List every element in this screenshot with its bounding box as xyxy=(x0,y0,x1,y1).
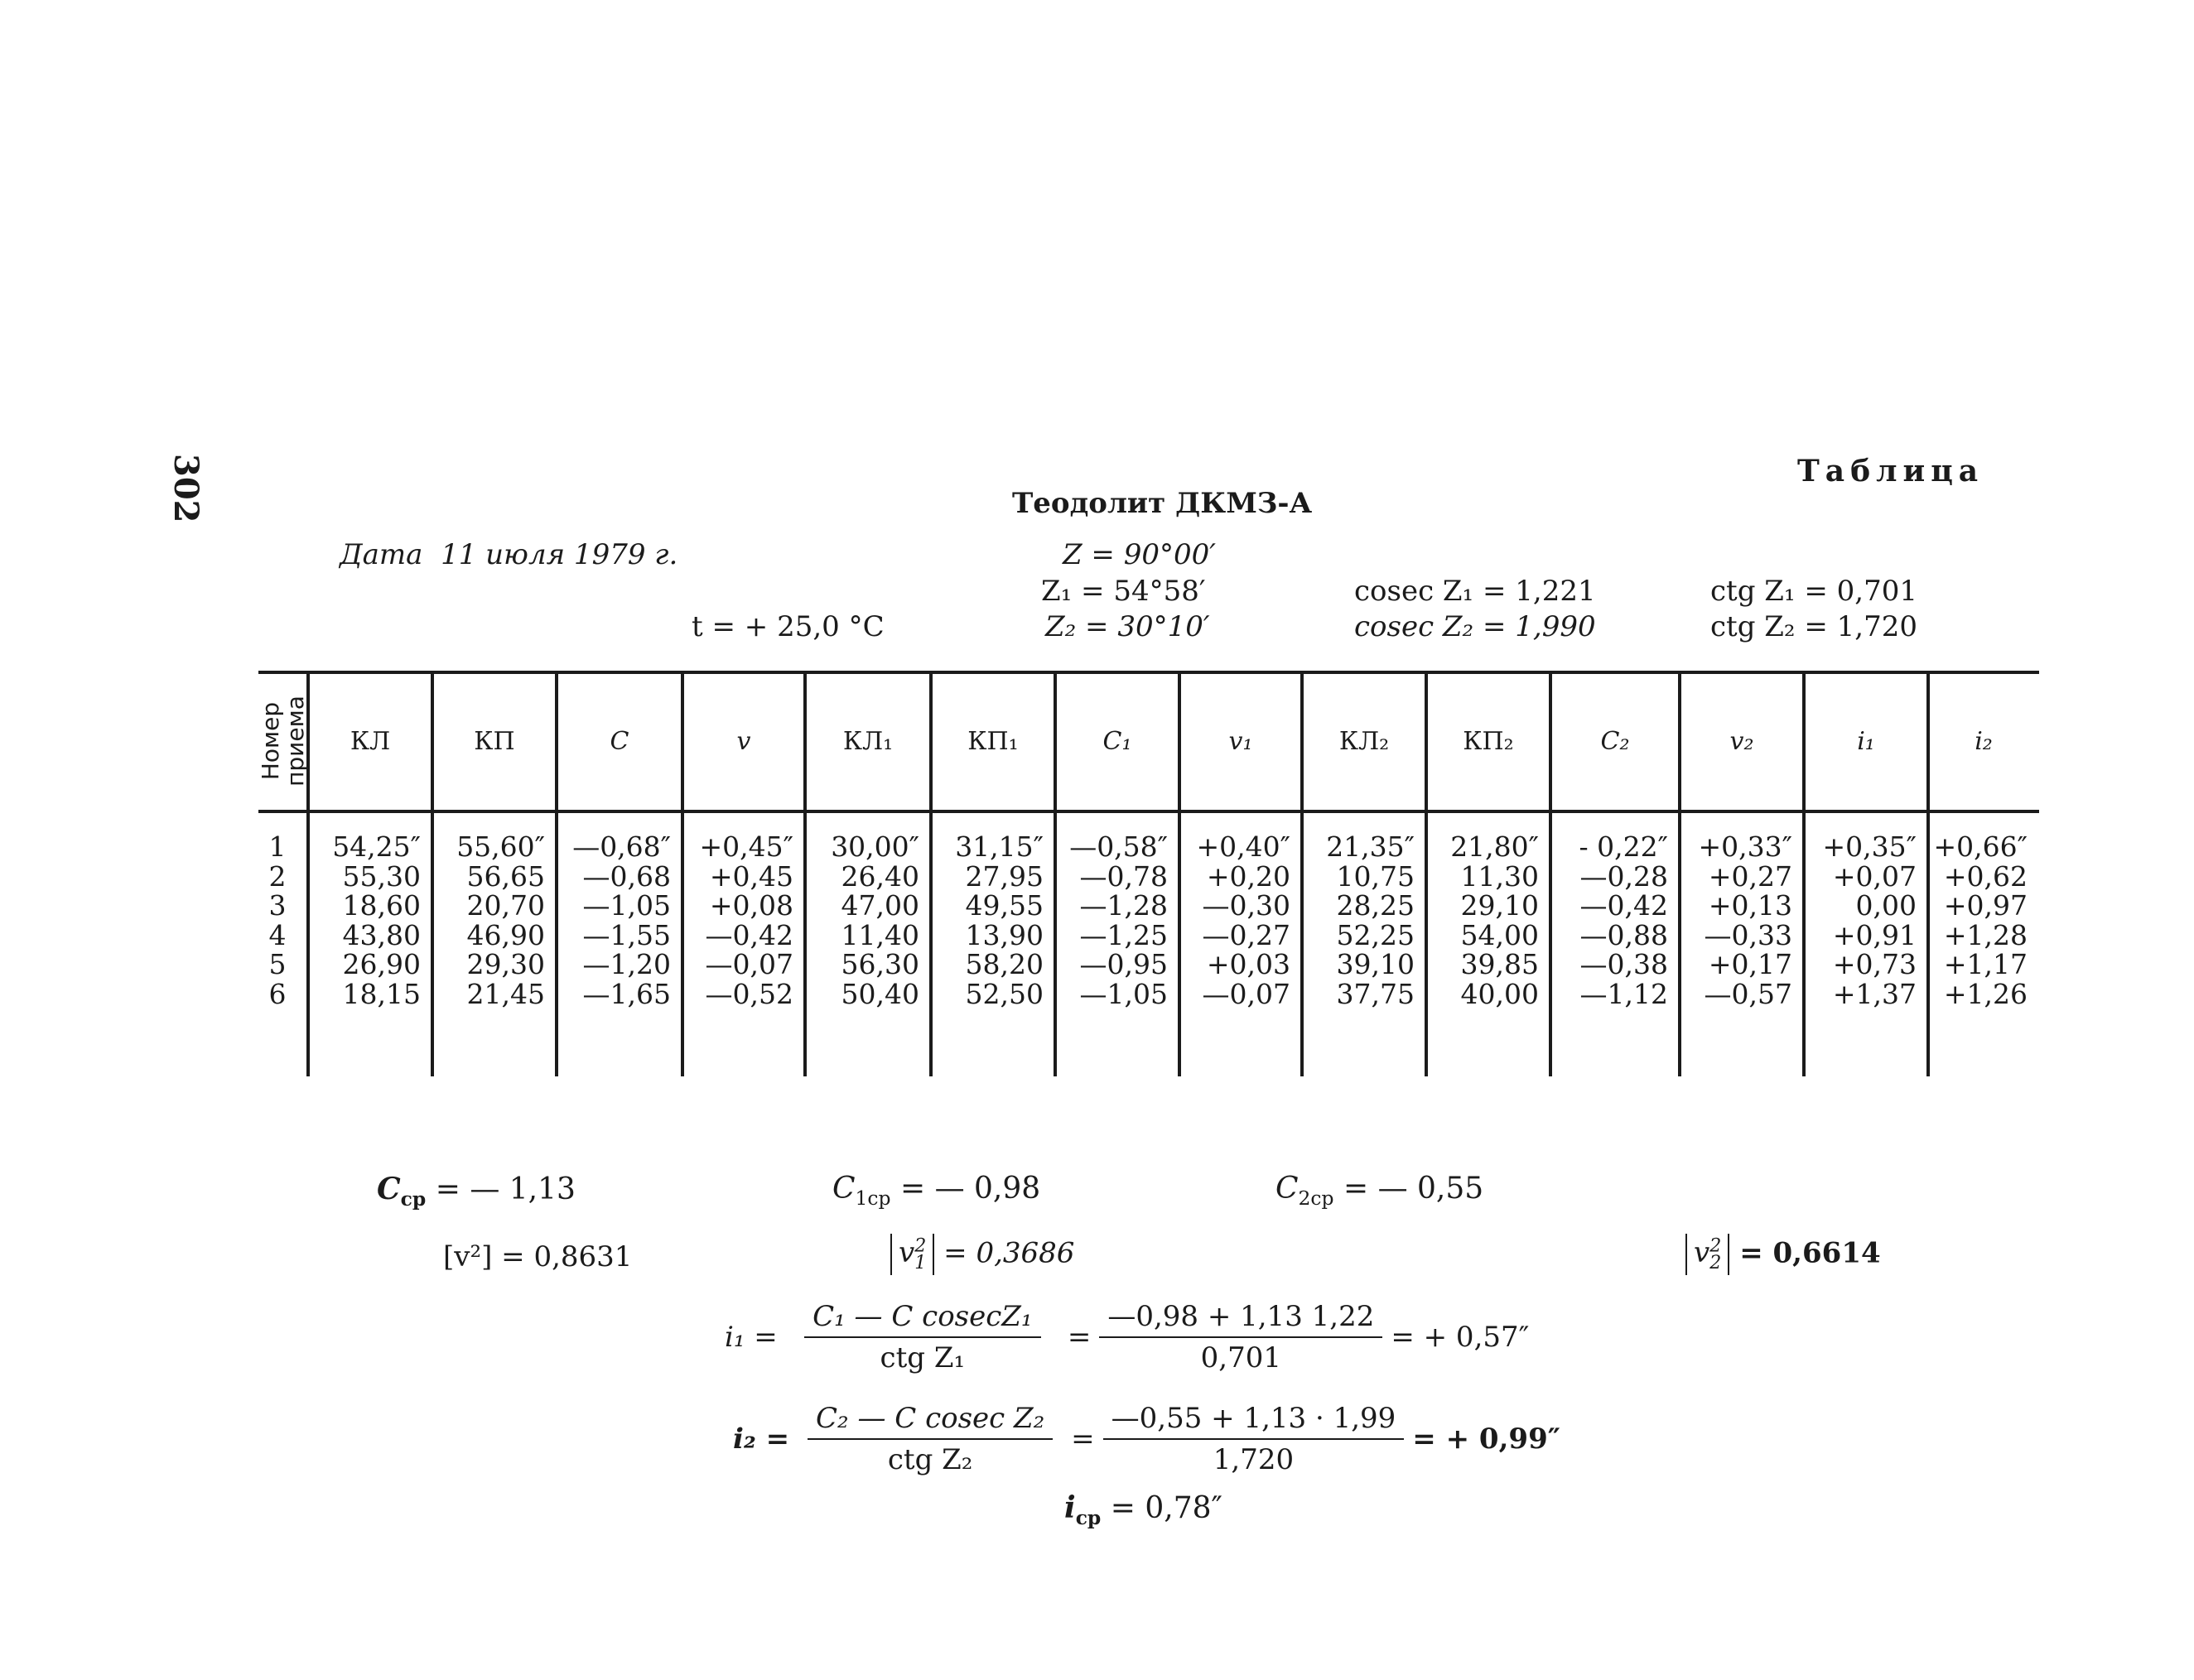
column-header-label: КП₁ xyxy=(967,726,1019,756)
i1-lhs: i₁ = xyxy=(725,1321,778,1354)
column-header-label: C xyxy=(610,726,629,756)
table-column xyxy=(1804,832,1917,1008)
table-cell: 11,40 xyxy=(841,918,919,951)
table-cell: 1 xyxy=(268,830,287,863)
table-cell: —0,58″ xyxy=(1069,830,1168,863)
table-column xyxy=(1179,832,1290,1008)
table-cell: 52,50 xyxy=(965,977,1044,1010)
v2-2-bracket xyxy=(1685,1234,1729,1275)
table-cell: +0,20 xyxy=(1206,859,1290,893)
table-cell: 54,00 xyxy=(1460,918,1539,951)
table-cell: +1,37 xyxy=(1832,977,1917,1010)
table-cell: +0,07 xyxy=(1832,859,1917,893)
i1-fraction xyxy=(786,1300,1059,1374)
table-cell: 2 xyxy=(268,859,287,893)
column-header-label: КП₂ xyxy=(1463,726,1514,756)
table-cell: 13,90 xyxy=(965,918,1044,951)
column-header xyxy=(1055,671,1179,811)
i1-numerator-values: —0,98 + 1,13 1,22 xyxy=(1099,1300,1382,1338)
table-cell: —1,05 xyxy=(1079,977,1168,1010)
table-cell: —0,30 xyxy=(1202,889,1290,922)
table-cell: +0,66″ xyxy=(1933,830,2028,863)
table-cell: 29,10 xyxy=(1460,889,1539,922)
column-header-label: v xyxy=(736,726,751,756)
v2-2-sum xyxy=(1685,1234,1881,1275)
table-cell: 11,30 xyxy=(1460,859,1539,893)
i1-numerator: C₁ — C cosecZ₁ xyxy=(804,1300,1040,1338)
date-value: 11 июля 1979 г. xyxy=(441,538,678,571)
table-cell: 6 xyxy=(268,977,287,1010)
header-word: приема xyxy=(282,696,310,787)
column-header xyxy=(1426,671,1550,811)
column-header xyxy=(1550,671,1680,811)
header-word: Номер xyxy=(257,701,285,781)
column-header xyxy=(432,671,557,811)
column-header xyxy=(1680,671,1804,811)
c1-sr xyxy=(832,1172,1040,1210)
table-cell: 26,90 xyxy=(342,948,421,980)
table-cell: +0,13 xyxy=(1708,889,1792,922)
table-cell: —0,78 xyxy=(1079,859,1168,893)
c-sr-value: = — 1,13 xyxy=(435,1172,576,1206)
i1-fraction-values xyxy=(1099,1300,1382,1374)
table-cell: —0,68″ xyxy=(572,830,671,863)
formula-i1 xyxy=(725,1300,1529,1374)
table-cell: 39,10 xyxy=(1336,948,1415,980)
table-cell: 21,45 xyxy=(466,977,545,1010)
column-header-label: i₂ xyxy=(1975,726,1993,756)
table-cell: —0,95 xyxy=(1079,948,1168,980)
v2-2-symbol: $v^2_2$ xyxy=(1694,1235,1722,1274)
v1-2-value: = 0,3686 xyxy=(943,1236,1075,1270)
c2-sr-sub: 2ср xyxy=(1298,1187,1334,1211)
angle-z1: Z₁ = 54°58′ xyxy=(1041,575,1206,608)
column-header-label: КП xyxy=(474,726,515,756)
table-cell: +0,45″ xyxy=(699,830,793,863)
angle-z: Z = 90°00′ xyxy=(1063,538,1216,571)
table-cell: 10,75 xyxy=(1336,859,1415,893)
table-cell: 26,40 xyxy=(841,859,919,893)
table-cell: —0,57 xyxy=(1704,977,1792,1010)
table-cell: +0,08 xyxy=(709,889,793,922)
table-cell: 50,40 xyxy=(841,977,919,1010)
column-header-label: v₂ xyxy=(1729,726,1754,756)
cosec-z2: cosec Z₂ = 1,990 xyxy=(1354,610,1596,643)
v2-2-value: = 0,6614 xyxy=(1739,1236,1881,1270)
column-header-label xyxy=(258,696,308,787)
column-header xyxy=(1179,671,1302,811)
column-header xyxy=(557,671,682,811)
i2-result: = + 0,99″ xyxy=(1412,1422,1560,1456)
column-header-label: КЛ₂ xyxy=(1338,726,1390,756)
i-sr-symbol: i xyxy=(1064,1490,1076,1525)
table-cell: 21,35″ xyxy=(1326,830,1415,863)
table-cell: - 0,22″ xyxy=(1579,830,1668,863)
formula-i2 xyxy=(733,1402,1560,1476)
table-cell: —1,25 xyxy=(1079,918,1168,951)
column-header xyxy=(1928,671,2039,811)
i2-fraction xyxy=(798,1402,1063,1476)
table-cell: +1,17 xyxy=(1943,948,2028,980)
table-cell: 37,75 xyxy=(1336,977,1415,1010)
table-cell: 58,20 xyxy=(965,948,1044,980)
table-cell: 29,30 xyxy=(466,948,545,980)
i-sr-sub: ср xyxy=(1075,1506,1102,1530)
column-header xyxy=(1804,671,1928,811)
column-header-label: КЛ₁ xyxy=(842,726,894,756)
table-cell: —0,27 xyxy=(1202,918,1290,951)
date-label: Дата xyxy=(340,538,423,571)
i1-eq: = xyxy=(1067,1321,1092,1354)
c2-sr-value: = — 0,55 xyxy=(1343,1172,1484,1206)
page-title: Теодолит ДКМЗ-А xyxy=(1012,487,1313,520)
v1-2-sum xyxy=(890,1234,1074,1275)
table-cell: —1,65 xyxy=(582,977,671,1010)
table-column xyxy=(1928,832,2028,1008)
v2-sum: [v²] = 0,8631 xyxy=(443,1240,633,1273)
page-number: 302 xyxy=(166,454,205,523)
table-cell: —0,42 xyxy=(1579,889,1668,922)
column-header xyxy=(805,671,931,811)
table-column xyxy=(557,832,671,1008)
table-column xyxy=(1426,832,1539,1008)
table-cell: 43,80 xyxy=(342,918,421,951)
table-cell: —1,05 xyxy=(582,889,671,922)
column-header-label: C₂ xyxy=(1600,726,1630,756)
table-cell: 18,15 xyxy=(342,977,421,1010)
ctg-z1: ctg Z₁ = 0,701 xyxy=(1710,575,1917,608)
table-cell: —1,55 xyxy=(582,918,671,951)
c1-sr-sub: 1ср xyxy=(855,1187,891,1211)
table-cell: 56,30 xyxy=(841,948,919,980)
table-column xyxy=(1055,832,1168,1008)
table-column xyxy=(682,832,793,1008)
table-cell: +0,62 xyxy=(1943,859,2028,893)
table-column xyxy=(1302,832,1415,1008)
i2-numerator-values: —0,55 + 1,13 · 1,99 xyxy=(1103,1402,1405,1440)
column-header xyxy=(1302,671,1426,811)
i2-numerator: C₂ — C cosec Z₂ xyxy=(808,1402,1053,1440)
table-column xyxy=(1680,832,1792,1008)
table-cell: 4 xyxy=(268,918,287,951)
table-column xyxy=(931,832,1044,1008)
c-sr-sub: ср xyxy=(400,1187,427,1211)
i2-denominator: ctg Z₂ xyxy=(887,1443,973,1476)
i1-denominator-values: 0,701 xyxy=(1200,1341,1281,1374)
c-sr-symbol: C xyxy=(377,1172,401,1206)
header-receipt-number xyxy=(258,671,308,811)
i2-eq: = xyxy=(1071,1422,1095,1456)
table-cell: —0,88 xyxy=(1579,918,1668,951)
i1-result: = + 0,57″ xyxy=(1391,1321,1530,1354)
table-column xyxy=(432,832,545,1008)
table-cell: 5 xyxy=(268,948,287,980)
table-cell: 30,00″ xyxy=(831,830,919,863)
table-cell: +0,03 xyxy=(1206,948,1290,980)
table-cell: 21,80″ xyxy=(1450,830,1539,863)
table-cell: +0,97 xyxy=(1943,889,2028,922)
table-cell: 20,70 xyxy=(466,889,545,922)
i1-denominator: ctg Z₁ xyxy=(880,1341,966,1374)
table-cell: 56,65 xyxy=(466,859,545,893)
c-sr xyxy=(377,1172,576,1211)
c2-sr xyxy=(1275,1172,1483,1210)
ctg-z2: ctg Z₂ = 1,720 xyxy=(1710,610,1917,643)
i2-lhs: i₂ = xyxy=(733,1422,790,1456)
data-table xyxy=(258,671,2039,1076)
table-cell: —1,28 xyxy=(1079,889,1168,922)
v1-2-symbol: $v^2_1$ xyxy=(899,1235,927,1274)
table-cell: 3 xyxy=(268,889,287,922)
column-header xyxy=(931,671,1055,811)
column-header-label: C₁ xyxy=(1102,726,1132,756)
table-cell: 40,00 xyxy=(1460,977,1539,1010)
i2-fraction-values xyxy=(1103,1402,1405,1476)
table-column xyxy=(308,832,421,1008)
table-cell: 49,55 xyxy=(965,889,1044,922)
table-cell: 27,95 xyxy=(965,859,1044,893)
table-cell: —0,07 xyxy=(1202,977,1290,1010)
table-cell: —1,20 xyxy=(582,948,671,980)
table-cell: —0,38 xyxy=(1579,948,1668,980)
i-sr xyxy=(1064,1490,1222,1529)
table-cell: 31,15″ xyxy=(955,830,1044,863)
column-header-label: v₁ xyxy=(1228,726,1253,756)
i-sr-value: = 0,78″ xyxy=(1110,1491,1222,1525)
table-cell: —0,42 xyxy=(705,918,793,951)
table-cell: —0,28 xyxy=(1579,859,1668,893)
table-cell: +0,73 xyxy=(1832,948,1917,980)
table-cell: +1,28 xyxy=(1943,918,2028,951)
c2-sr-symbol: C xyxy=(1275,1172,1299,1206)
table-cell: 55,60″ xyxy=(456,830,545,863)
table-cell: +0,33″ xyxy=(1698,830,1792,863)
cosec-z1: cosec Z₁ = 1,221 xyxy=(1354,575,1596,608)
table-cell: 46,90 xyxy=(466,918,545,951)
c1-sr-value: = — 0,98 xyxy=(899,1172,1041,1206)
table-cell: —1,12 xyxy=(1579,977,1668,1010)
table-cell: +0,27 xyxy=(1708,859,1792,893)
table-cell: 55,30 xyxy=(342,859,421,893)
table-cell: +0,45 xyxy=(709,859,793,893)
table-cell: +0,91 xyxy=(1832,918,1917,951)
table-cell: 39,85 xyxy=(1460,948,1539,980)
table-cell: —0,33 xyxy=(1704,918,1792,951)
table-column xyxy=(258,832,297,1008)
date-line xyxy=(340,538,677,571)
c1-sr-symbol: C xyxy=(832,1172,856,1206)
angle-z2: Z₂ = 30°10′ xyxy=(1045,610,1210,643)
table-cell: 47,00 xyxy=(841,889,919,922)
table-column xyxy=(805,832,919,1008)
temperature: t = + 25,0 °C xyxy=(692,610,885,643)
table-cell: 54,25″ xyxy=(332,830,421,863)
table-cell: +0,35″ xyxy=(1822,830,1917,863)
column-header xyxy=(682,671,805,811)
column-header xyxy=(308,671,432,811)
column-header-label: КЛ xyxy=(350,726,391,756)
table-cell: 0,00 xyxy=(1855,889,1917,922)
column-header-label: i₁ xyxy=(1857,726,1875,756)
table-cell: 28,25 xyxy=(1336,889,1415,922)
table-cell: +1,26 xyxy=(1943,977,2028,1010)
table-label: Таблица xyxy=(1797,454,1984,489)
table-cell: —0,68 xyxy=(582,859,671,893)
table-cell: +0,17 xyxy=(1708,948,1792,980)
v1-2-bracket xyxy=(890,1234,934,1275)
table-cell: —0,07 xyxy=(705,948,793,980)
i2-denominator-values: 1,720 xyxy=(1213,1443,1295,1476)
table-cell: +0,40″ xyxy=(1196,830,1290,863)
table-column xyxy=(1550,832,1668,1008)
table-cell: —0,52 xyxy=(705,977,793,1010)
table-cell: 18,60 xyxy=(342,889,421,922)
table-cell: 52,25 xyxy=(1336,918,1415,951)
